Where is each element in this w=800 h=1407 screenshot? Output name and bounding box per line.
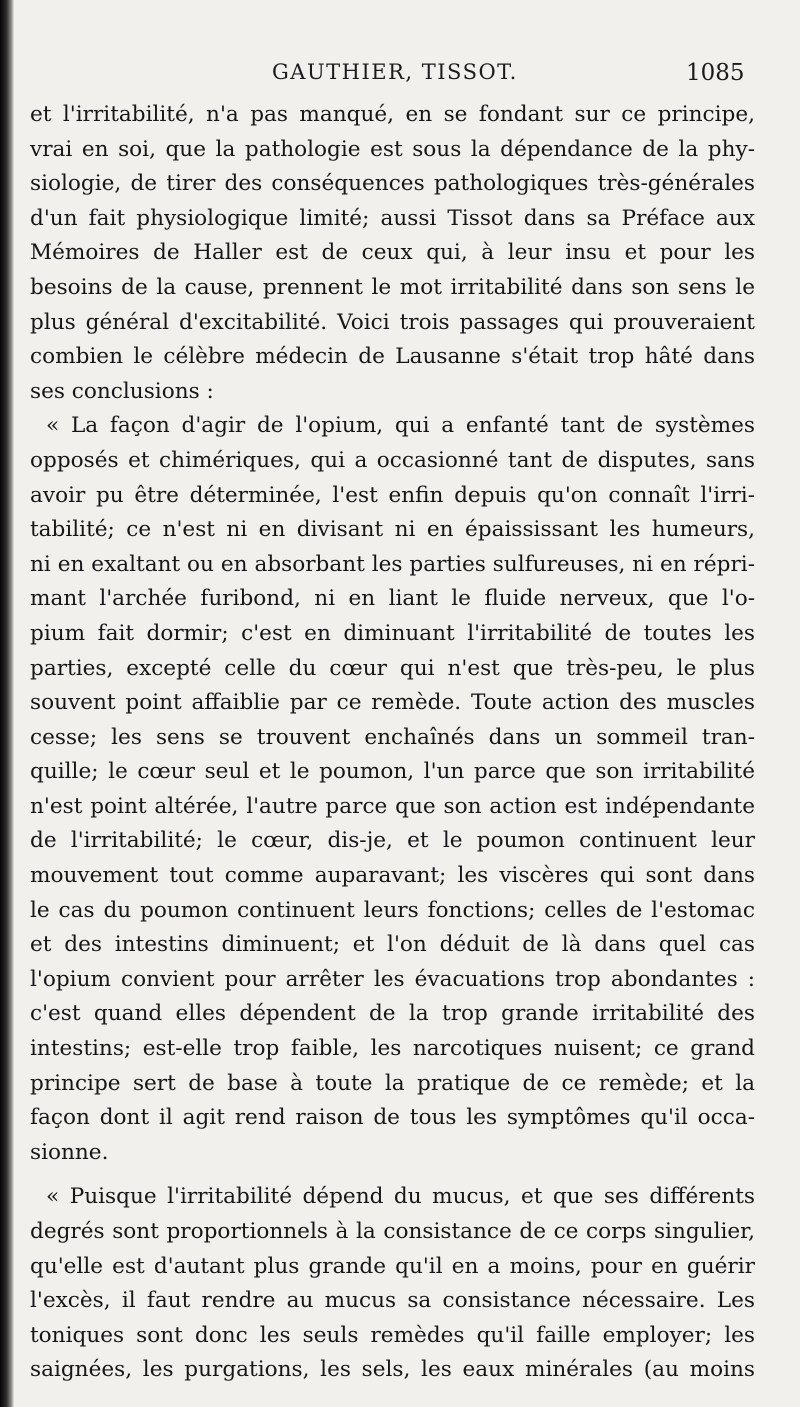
text-line: toniques sont donc les seuls remèdes qu'il faille employer; les bbox=[30, 1322, 755, 1348]
text-line: sionne. bbox=[30, 1139, 109, 1165]
text-line: de l'irritabilité; le cœur, dis-je, et le poumon continuent leur bbox=[30, 828, 755, 854]
text-line: tabilité; ce n'est ni en divisant ni en épaississant les humeurs, bbox=[30, 517, 755, 543]
text-line: mant l'archée furibond, ni en liant le fluide nerveux, que l'o- bbox=[30, 586, 755, 612]
text-line: degrés sont proportionnels à la consistance de ce corps singulier, bbox=[30, 1219, 755, 1244]
text-line: cesse; les sens se trouvent enchaînés dans un sommeil tran- bbox=[30, 724, 755, 750]
text-line: « La façon d'agir de l'opium, qui a enfanté tant de systèmes bbox=[46, 413, 755, 439]
text-line: saignées, les purgations, les sels, les eaux minérales (au moins bbox=[30, 1357, 755, 1383]
text-line: ni en exaltant ou en absorbant les parties sulfureuses, ni en répri- bbox=[30, 551, 755, 577]
text-line: souvent point affaiblie par ce remède. Toute action des muscles bbox=[30, 690, 755, 716]
text-line: et des intestins diminuent; et l'on déduit de là dans quel cas bbox=[30, 932, 755, 958]
text-line: ses conclusions : bbox=[30, 378, 214, 404]
text-line: vrai en soi, que la pathologie est sous la dépendance de la phy- bbox=[30, 136, 755, 162]
page-number: 1085 bbox=[686, 60, 745, 86]
text-line: intestins; est-elle trop faible, les narcotiques nuisent; ce grand bbox=[30, 1036, 755, 1062]
text-line: c'est quand elles dépendent de la trop grande irritabilité des bbox=[30, 1001, 755, 1027]
text-line: parties, excepté celle du cœur qui n'est que très-peu, le plus bbox=[30, 655, 755, 681]
text-line: siologie, de tirer des conséquences pathologiques très-générales bbox=[30, 171, 755, 197]
text-line: opposés et chimériques, qui a occasionné tant de disputes, sans bbox=[30, 447, 755, 473]
text-line: quille; le cœur seul et le poumon, l'un parce que son irritabilité bbox=[30, 759, 755, 785]
text-line: pium fait dormir; c'est en diminuant l'irritabilité de toutes les bbox=[30, 620, 755, 646]
text-line: combien le célèbre médecin de Lausanne s'était trop hâté dans bbox=[30, 344, 755, 370]
running-title: GAUTHIER, TISSOT. bbox=[272, 60, 518, 84]
text-line: n'est point altérée, l'autre parce que son action est indépendante bbox=[30, 793, 755, 819]
text-line: façon dont il agit rend raison de tous les symptômes qu'il occa- bbox=[30, 1105, 755, 1131]
page-binding-shadow bbox=[0, 0, 14, 1407]
text-line: « Puisque l'irritabilité dépend du mucus, et que ses différents bbox=[46, 1184, 755, 1210]
text-line: mouvement tout comme auparavant; les viscères qui sont dans bbox=[30, 863, 755, 889]
text-line: Mémoires de Haller est de ceux qui, à leur insu et pour les bbox=[30, 240, 755, 266]
text-line: le cas du poumon continuent leurs fonctions; celles de l'estomac bbox=[30, 897, 755, 923]
text-line: l'excès, il faut rendre au mucus sa consistance nécessaire. Les bbox=[30, 1288, 755, 1314]
text-line: d'un fait physiologique limité; aussi Tissot dans sa Préface aux bbox=[30, 205, 755, 231]
body-text bbox=[30, 98, 755, 1388]
text-line: plus général d'excitabilité. Voici trois passages qui prouveraient bbox=[30, 309, 755, 335]
text-line: besoins de la cause, prennent le mot irritabilité dans son sens le bbox=[30, 274, 755, 300]
text-line: qu'elle est d'autant plus grande qu'il en a moins, pour en guérir bbox=[30, 1253, 755, 1279]
text-line: avoir pu être déterminée, l'est enfin depuis qu'on connaît l'irri- bbox=[30, 482, 755, 508]
text-line: et l'irritabilité, n'a pas manqué, en se fondant sur ce principe, bbox=[30, 102, 755, 127]
text-line: l'opium convient pour arrêter les évacuations trop abondantes : bbox=[30, 966, 755, 992]
page-header bbox=[0, 60, 800, 92]
text-line: principe sert de base à toute la pratique de ce remède; et la bbox=[30, 1070, 755, 1096]
